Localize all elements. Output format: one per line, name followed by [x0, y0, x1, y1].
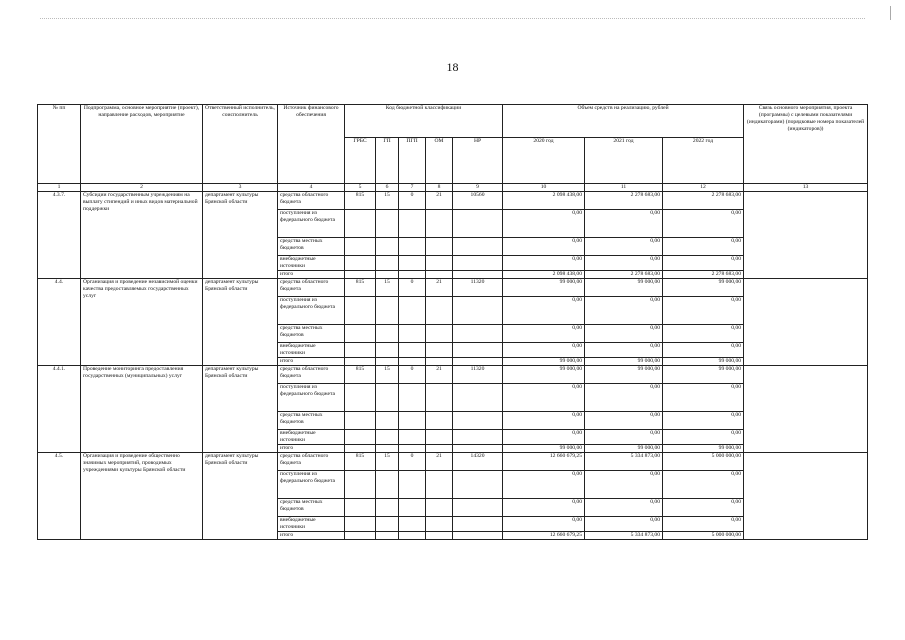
column-number: 10: [503, 184, 585, 192]
code-grbs: [345, 412, 376, 430]
header-row: [38, 105, 868, 138]
column-number: 2: [81, 184, 203, 192]
amount-2022: 2 278 683,00: [663, 271, 744, 279]
column-number: 11: [585, 184, 663, 192]
column-number: 1: [38, 184, 81, 192]
amount-2020: 0,00: [503, 238, 585, 256]
table-row: [38, 192, 868, 210]
funding-source: внебюджетные источники: [278, 256, 345, 271]
amount-2021: 2 278 683,00: [585, 192, 663, 210]
funding-source: средства местных бюджетов: [278, 499, 345, 517]
amount-2020: 0,00: [503, 471, 585, 499]
funding-source: средства местных бюджетов: [278, 325, 345, 343]
header-executor: Ответственный исполнитель, соисполнитель: [203, 105, 278, 184]
code-nr: [453, 238, 503, 256]
funding-source: поступления из федерального бюджета: [278, 210, 345, 238]
code-nr: [453, 499, 503, 517]
code-gp: 15: [376, 453, 399, 471]
code-gp: 15: [376, 366, 399, 384]
funding-source: поступления из федерального бюджета: [278, 297, 345, 325]
amount-2021: 0,00: [585, 471, 663, 499]
amount-2021: 0,00: [585, 238, 663, 256]
funding-source: итого: [278, 358, 345, 366]
amount-2021: 99 000,00: [585, 358, 663, 366]
header-volume: Объем средств на реализацию, рублей: [503, 105, 744, 138]
code-pgp: [399, 210, 426, 238]
code-gp: [376, 499, 399, 517]
code-om: [426, 271, 453, 279]
code-nr: [453, 532, 503, 540]
amount-2021: 0,00: [585, 256, 663, 271]
column-number: 9: [453, 184, 503, 192]
amount-2021: 0,00: [585, 384, 663, 412]
amount-2021: 99 000,00: [585, 279, 663, 297]
column-number: 5: [345, 184, 376, 192]
code-gp: [376, 343, 399, 358]
code-gp: 15: [376, 279, 399, 297]
code-om: [426, 471, 453, 499]
code-grbs: [345, 256, 376, 271]
code-grbs: [345, 358, 376, 366]
code-gp: [376, 256, 399, 271]
code-gp: [376, 297, 399, 325]
amount-2022: 0,00: [663, 256, 744, 271]
code-om: [426, 532, 453, 540]
code-grbs: [345, 210, 376, 238]
amount-2022: 0,00: [663, 517, 744, 532]
code-nr: [453, 517, 503, 532]
code-nr: 11320: [453, 279, 503, 297]
column-number: 4: [278, 184, 345, 192]
code-pgp: 0: [399, 453, 426, 471]
scan-artifact-line: [40, 18, 865, 19]
code-nr: [453, 343, 503, 358]
amount-2021: 99 000,00: [585, 445, 663, 453]
code-pgp: [399, 384, 426, 412]
amount-2021: 99 000,00: [585, 366, 663, 384]
code-pgp: [399, 471, 426, 499]
code-nr: [453, 430, 503, 445]
funding-source: внебюджетные источники: [278, 430, 345, 445]
amount-2020: 2 098 438,00: [503, 271, 585, 279]
item-title: Субсидии государственным учреждениям на выплату стипендий и иных видов материальной поддержки: [81, 192, 203, 279]
header-om: ОМ: [426, 138, 453, 184]
header-num: № пп: [38, 105, 81, 184]
code-gp: [376, 471, 399, 499]
code-pgp: 0: [399, 366, 426, 384]
code-pgp: [399, 271, 426, 279]
indicator-link: [744, 366, 868, 453]
table-row: [38, 453, 868, 471]
code-om: [426, 517, 453, 532]
amount-2020: 0,00: [503, 210, 585, 238]
code-om: [426, 256, 453, 271]
budget-table: [37, 104, 868, 540]
amount-2020: 0,00: [503, 499, 585, 517]
item-title: Проведение мониторинга предоставления государственных (муниципальных) услуг: [81, 366, 203, 453]
code-nr: [453, 256, 503, 271]
code-gp: 15: [376, 192, 399, 210]
amount-2022: 0,00: [663, 297, 744, 325]
amount-2020: 99 000,00: [503, 358, 585, 366]
code-pgp: 0: [399, 192, 426, 210]
code-pgp: [399, 238, 426, 256]
amount-2020: 0,00: [503, 384, 585, 412]
funding-source: средства областного бюджета: [278, 192, 345, 210]
header-source: Источник финансового обеспечения: [278, 105, 345, 184]
amount-2022: 2 278 683,00: [663, 192, 744, 210]
code-om: [426, 297, 453, 325]
item-executor: департамент культуры Брянской области: [203, 279, 278, 366]
amount-2022: 0,00: [663, 384, 744, 412]
header-2022: 2022 год: [663, 138, 744, 184]
amount-2020: 0,00: [503, 325, 585, 343]
column-number-row: [38, 184, 868, 192]
code-nr: [453, 358, 503, 366]
code-grbs: 815: [345, 279, 376, 297]
code-grbs: [345, 471, 376, 499]
code-om: [426, 499, 453, 517]
code-grbs: [345, 343, 376, 358]
code-grbs: [345, 384, 376, 412]
code-grbs: [345, 238, 376, 256]
amount-2020: 12 660 679,25: [503, 532, 585, 540]
funding-source: средства местных бюджетов: [278, 238, 345, 256]
funding-source: итого: [278, 532, 345, 540]
code-om: [426, 325, 453, 343]
header-grbs: ГРБС: [345, 138, 376, 184]
scan-edge-mark: [890, 6, 891, 20]
code-gp: [376, 210, 399, 238]
amount-2022: 0,00: [663, 412, 744, 430]
table-row: [38, 279, 868, 297]
code-grbs: 815: [345, 366, 376, 384]
header-2020: 2020 год: [503, 138, 585, 184]
funding-source: средства местных бюджетов: [278, 412, 345, 430]
header-pgp: ПГП: [399, 138, 426, 184]
funding-source: итого: [278, 271, 345, 279]
code-nr: [453, 445, 503, 453]
funding-source: поступления из федерального бюджета: [278, 471, 345, 499]
code-grbs: [345, 297, 376, 325]
funding-source: внебюджетные источники: [278, 343, 345, 358]
code-nr: 10560: [453, 192, 503, 210]
amount-2020: 99 000,00: [503, 279, 585, 297]
amount-2021: 0,00: [585, 430, 663, 445]
funding-source: средства областного бюджета: [278, 453, 345, 471]
funding-source: итого: [278, 445, 345, 453]
amount-2021: 0,00: [585, 517, 663, 532]
code-grbs: [345, 517, 376, 532]
column-number: 8: [426, 184, 453, 192]
amount-2021: 5 334 873,00: [585, 453, 663, 471]
code-pgp: [399, 499, 426, 517]
header-gp: ГП: [376, 138, 399, 184]
amount-2022: 0,00: [663, 471, 744, 499]
item-number: 4.4.1.: [38, 366, 81, 453]
item-title: Организация и проведение общественно значимых мероприятий, проводимых учреждениями культуры Брянской области: [81, 453, 203, 540]
item-number: 4.4.: [38, 279, 81, 366]
code-gp: [376, 445, 399, 453]
code-nr: 11320: [453, 366, 503, 384]
amount-2022: 99 000,00: [663, 366, 744, 384]
code-pgp: [399, 430, 426, 445]
amount-2021: 0,00: [585, 343, 663, 358]
code-grbs: [345, 430, 376, 445]
amount-2020: 12 660 679,25: [503, 453, 585, 471]
code-nr: [453, 297, 503, 325]
code-nr: [453, 412, 503, 430]
item-executor: департамент культуры Брянской области: [203, 453, 278, 540]
column-number: 13: [744, 184, 868, 192]
code-om: [426, 343, 453, 358]
amount-2022: 0,00: [663, 430, 744, 445]
code-nr: [453, 471, 503, 499]
code-pgp: [399, 445, 426, 453]
amount-2022: 0,00: [663, 325, 744, 343]
amount-2022: 5 000 000,00: [663, 453, 744, 471]
amount-2020: 0,00: [503, 517, 585, 532]
code-pgp: [399, 343, 426, 358]
code-gp: [376, 271, 399, 279]
amount-2022: 0,00: [663, 210, 744, 238]
code-gp: [376, 532, 399, 540]
code-pgp: [399, 517, 426, 532]
code-pgp: [399, 325, 426, 343]
code-om: 21: [426, 192, 453, 210]
code-pgp: [399, 297, 426, 325]
code-gp: [376, 517, 399, 532]
item-title: Организация и проведение независимой оценки качества предоставляемых государственных услуг: [81, 279, 203, 366]
amount-2021: 0,00: [585, 297, 663, 325]
amount-2021: 0,00: [585, 210, 663, 238]
amount-2022: 0,00: [663, 499, 744, 517]
amount-2021: 5 334 873,00: [585, 532, 663, 540]
amount-2021: 2 278 683,00: [585, 271, 663, 279]
code-grbs: [345, 271, 376, 279]
code-om: [426, 358, 453, 366]
amount-2020: 2 098 438,00: [503, 192, 585, 210]
header-nr: НР: [453, 138, 503, 184]
amount-2020: 0,00: [503, 343, 585, 358]
code-om: 21: [426, 279, 453, 297]
amount-2020: 0,00: [503, 412, 585, 430]
code-gp: [376, 325, 399, 343]
amount-2022: 0,00: [663, 238, 744, 256]
column-number: 6: [376, 184, 399, 192]
code-om: [426, 412, 453, 430]
funding-source: средства областного бюджета: [278, 366, 345, 384]
code-pgp: [399, 256, 426, 271]
indicator-link: [744, 279, 868, 366]
amount-2020: 99 000,00: [503, 366, 585, 384]
code-om: [426, 445, 453, 453]
column-number: 7: [399, 184, 426, 192]
amount-2022: 99 000,00: [663, 445, 744, 453]
code-grbs: 815: [345, 453, 376, 471]
code-nr: [453, 384, 503, 412]
item-number: 4.5.: [38, 453, 81, 540]
amount-2022: 99 000,00: [663, 279, 744, 297]
header-subprogram: Подпрограмма, основное мероприятие (проект), направление расходов, мероприятие: [81, 105, 203, 184]
code-grbs: [345, 445, 376, 453]
funding-source: поступления из федерального бюджета: [278, 384, 345, 412]
code-gp: [376, 430, 399, 445]
indicator-link: [744, 453, 868, 540]
code-nr: [453, 271, 503, 279]
code-pgp: [399, 412, 426, 430]
code-om: 21: [426, 366, 453, 384]
code-nr: 14320: [453, 453, 503, 471]
funding-source: средства областного бюджета: [278, 279, 345, 297]
header-2021: 2021 год: [585, 138, 663, 184]
code-nr: [453, 325, 503, 343]
column-number: 12: [663, 184, 744, 192]
code-gp: [376, 412, 399, 430]
code-gp: [376, 238, 399, 256]
code-grbs: 815: [345, 192, 376, 210]
amount-2020: 0,00: [503, 430, 585, 445]
code-grbs: [345, 325, 376, 343]
code-pgp: [399, 532, 426, 540]
code-om: [426, 384, 453, 412]
item-number: 4.3.7.: [38, 192, 81, 279]
amount-2020: 0,00: [503, 256, 585, 271]
amount-2020: 99 000,00: [503, 445, 585, 453]
item-executor: департамент культуры Брянской области: [203, 366, 278, 453]
amount-2022: 5 000 000,00: [663, 532, 744, 540]
funding-source: внебюджетные источники: [278, 517, 345, 532]
code-nr: [453, 210, 503, 238]
code-pgp: 0: [399, 279, 426, 297]
amount-2021: 0,00: [585, 325, 663, 343]
code-grbs: [345, 499, 376, 517]
code-om: [426, 238, 453, 256]
amount-2021: 0,00: [585, 499, 663, 517]
indicator-link: [744, 192, 868, 279]
code-grbs: [345, 532, 376, 540]
code-om: 21: [426, 453, 453, 471]
page-number: 18: [446, 60, 459, 74]
code-gp: [376, 384, 399, 412]
header-link: Связь основного мероприятия, проекта (программы) с целевыми показателями (индикаторами) (порядковые номера показателей (индикаторов)): [744, 105, 868, 184]
header-budget-code: Код бюджетной классификации: [345, 105, 503, 138]
column-number: 3: [203, 184, 278, 192]
table-row: [38, 366, 868, 384]
code-om: [426, 210, 453, 238]
amount-2022: 0,00: [663, 343, 744, 358]
amount-2022: 99 000,00: [663, 358, 744, 366]
code-om: [426, 430, 453, 445]
code-gp: [376, 358, 399, 366]
amount-2020: 0,00: [503, 297, 585, 325]
code-pgp: [399, 358, 426, 366]
amount-2021: 0,00: [585, 412, 663, 430]
item-executor: департамент культуры Брянской области: [203, 192, 278, 279]
table-body: [38, 192, 868, 540]
